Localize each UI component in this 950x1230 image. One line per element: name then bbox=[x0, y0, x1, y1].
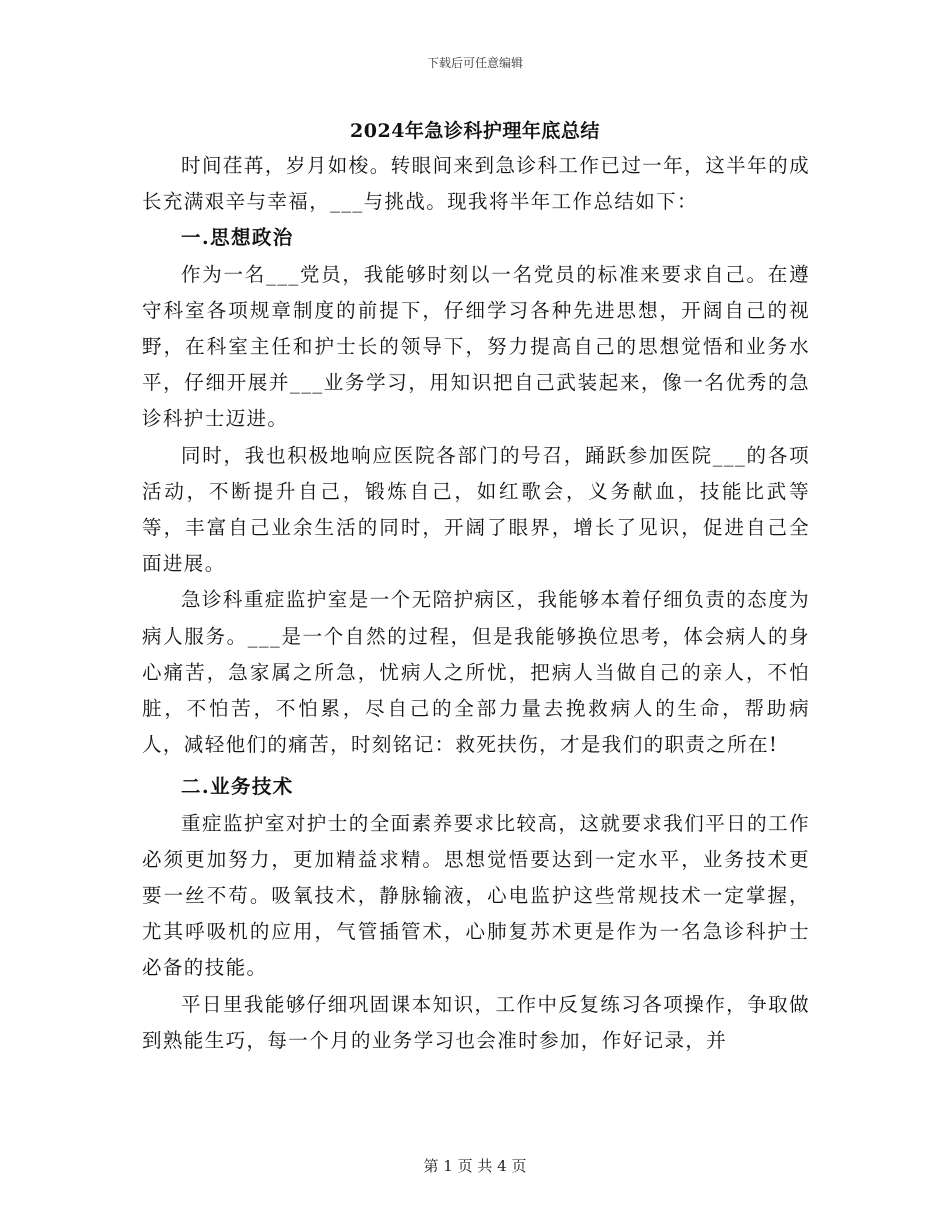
header-note: 下载后可任意编辑 bbox=[426, 56, 523, 70]
document-title: 2024年急诊科护理年底总结 bbox=[350, 120, 600, 142]
section1-paragraph-3: 急诊科重症监护室是一个无陪护病区，我能够本着仔细负责的态度为病人服务。___是一个自然的过程，但是我能够换位思考，体会病人的身心痛苦，急家属之所急，忧病人之所忧，把病人当做自己的亲人，不怕脏，不怕苦，不怕累，尽自己的全部力量去挽救病人的生命，帮助病人，减轻他们的痛苦，时刻铭记：救死扶伤，才是我们的职责之所在! bbox=[142, 588, 810, 757]
intro-paragraph: 时间荏苒，岁月如梭。转眼间来到急诊科工作已过一年，这半年的成长充满艰辛与幸福，___与挑战。现我将半年工作总结如下： bbox=[142, 154, 810, 214]
section1-paragraph-1: 作为一名___党员，我能够时刻以一名党员的标准来要求自己。在遵守科室各项规章制度的前提下，仔细学习各种先进思想，开阔自己的视野，在科室主任和护士长的领导下，努力提高自己的思想觉悟和业务水平，仔细开展并___业务学习，用知识把自己武装起来，像一名优秀的急诊科护士迈进。 bbox=[142, 262, 810, 431]
section-heading-politics: 一.思想政治 bbox=[181, 226, 294, 250]
section-heading-skills: 二.业务技术 bbox=[181, 775, 294, 799]
document-body bbox=[142, 148, 810, 1059]
section1-paragraph-2: 同时，我也积极地响应医院各部门的号召，踊跃参加医院___的各项活动，不断提升自己，锻炼自己，如红歌会，义务献血，技能比武等等，丰富自己业余生活的同时，开阔了眼界，增长了见识，促进自己全面进展。 bbox=[142, 443, 810, 576]
page-number-footer: 第 1 页 共 4 页 bbox=[423, 1157, 527, 1175]
section2-paragraph-1: 重症监护室对护士的全面素养要求比较高，这就要求我们平日的工作必须更加努力，更加精益求精。思想觉悟要达到一定水平，业务技术更要一丝不苟。吸氧技术，静脉输液，心电监护这些常规技术一定掌握，尤其呼吸机的应用，气管插管术，心肺复苏术更是作为一名急诊科护士必备的技能。 bbox=[142, 811, 810, 980]
section2-paragraph-2: 平日里我能够仔细巩固课本知识，工作中反复练习各项操作，争取做到熟能生巧，每一个月的业务学习也会准时参加，作好记录，并 bbox=[142, 992, 810, 1052]
